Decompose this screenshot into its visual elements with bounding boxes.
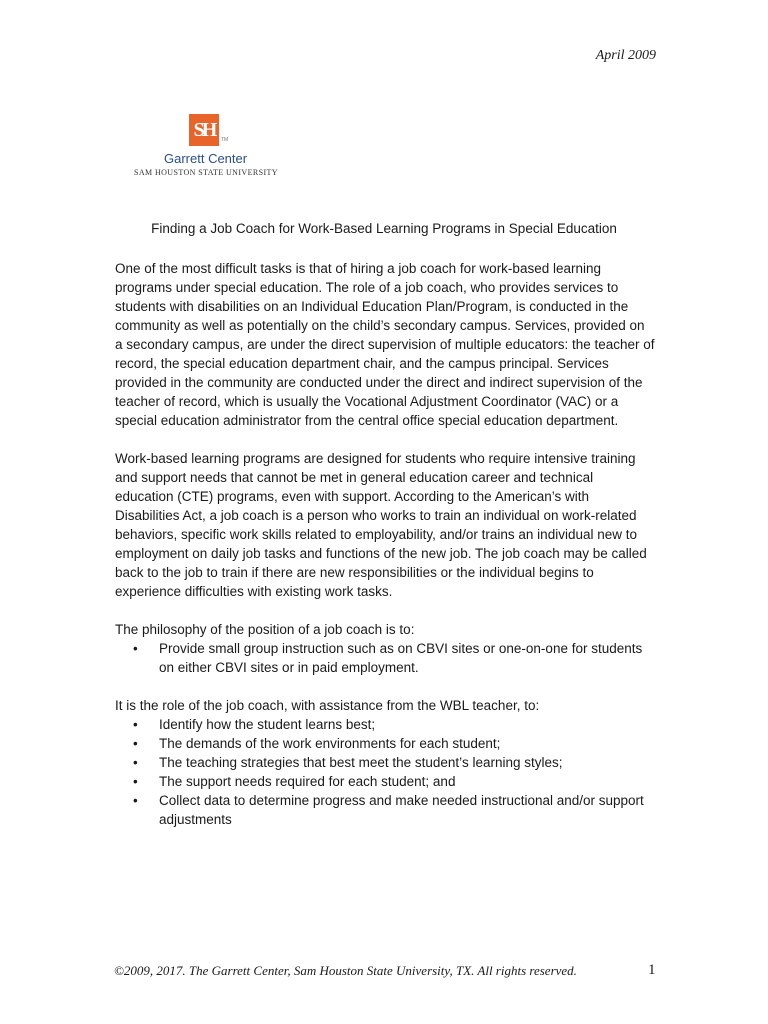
footer-copyright: ©2009, 2017. The Garrett Center, Sam Houston State University, TX. All rights reserved. bbox=[114, 963, 577, 978]
role-list bbox=[115, 715, 655, 829]
shsu-logo-mark: SH bbox=[189, 114, 219, 146]
page-number: 1 bbox=[648, 962, 656, 978]
document-title: Finding a Job Coach for Work-Based Learning Programs in Special Education bbox=[151, 221, 617, 236]
list-item: • The demands of the work environments for each student; bbox=[159, 734, 655, 753]
list-item: • Identify how the student learns best; bbox=[159, 715, 655, 734]
paragraph-intro: One of the most difficult tasks is that of hiring a job coach for work-based learning programs under special education. The role of a job coach, who provides services to students with disabilities on an Individual Education Plan/Program, is conducted in the community as well as potentially on the child’s secondary campus. Services, provided on a secondary campus, are under the direct supervision of multiple educators: the teacher of record, the special education department chair, and the campus principal. Services provided in the community are conducted under the direct and indirect supervision of the teacher of record, which is usually the Vocational Adjustment Coordinator (VAC) or a special education administrator from the central office special education department. bbox=[115, 261, 655, 428]
logo-center-name: Garrett Center bbox=[164, 151, 248, 166]
document-body bbox=[115, 259, 655, 848]
logo-university-name: SAM HOUSTON STATE UNIVERSITY bbox=[134, 168, 278, 177]
list-item: • The teaching strategies that best meet the student’s learning styles; bbox=[159, 753, 655, 772]
list-item: • Provide small group instruction such as on CBVI sites or one-on-one for students on either CBVI sites or in paid employment. bbox=[159, 639, 655, 677]
list-item: • Collect data to determine progress and make needed instructional and/or support adjustments bbox=[159, 791, 655, 829]
list-item: • The support needs required for each student; and bbox=[159, 772, 655, 791]
trademark-symbol: TM bbox=[221, 137, 229, 143]
paragraph-wbl-programs: Work-based learning programs are designed for students who require intensive training and support needs that cannot be met in general education career and technical education (CTE) programs, even with support. According to the American’s with Disabilities Act, a job coach is a person who works to train an individual on work-related behaviors, specific work skills related to employability, and/or trains an individual new to employment on daily job tasks and functions of the new job. The job coach may be called back to the job to train if there are new responsibilities or the individual begins to experience difficulties with existing work tasks. bbox=[115, 451, 647, 599]
document-date: April 2009 bbox=[595, 48, 656, 63]
philosophy-list bbox=[115, 639, 655, 677]
role-lead: It is the role of the job coach, with assistance from the WBL teacher, to: bbox=[115, 698, 540, 713]
philosophy-lead: The philosophy of the position of a job coach is to: bbox=[115, 622, 415, 637]
